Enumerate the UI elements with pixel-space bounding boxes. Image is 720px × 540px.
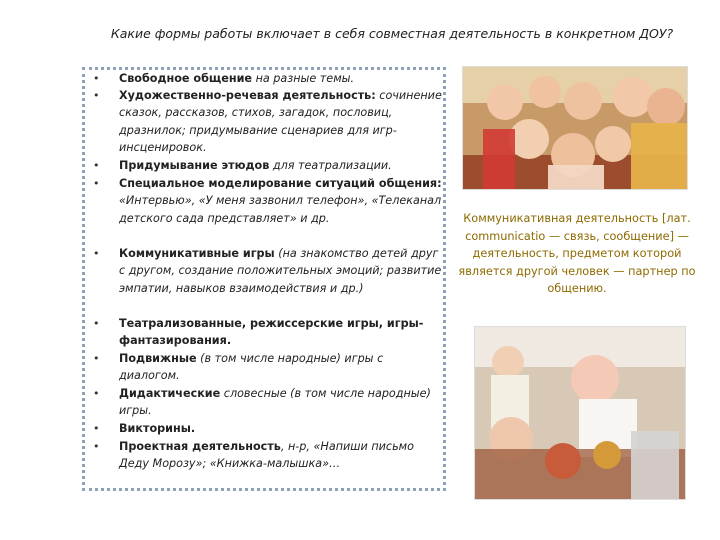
item-bold: Подвижные [119, 352, 197, 365]
item-bold: Коммуникативные игры [119, 247, 275, 260]
bullet: • [93, 72, 100, 85]
bullet: • [93, 89, 100, 102]
item-bold: Свободное общение [119, 72, 253, 85]
item-bold: Дидактические [119, 387, 221, 400]
bullet: • [93, 422, 100, 435]
bullet: • [93, 177, 100, 190]
list-item-text [119, 385, 444, 420]
slide-title: Какие формы работы включает в себя совместная деятельность в конкретном ДОУ? [110, 26, 674, 41]
children-playing-photo [474, 326, 686, 500]
list-item-text [119, 70, 444, 87]
item-rest: «Интервью», «У меня зазвонил телефон», «Телеканал детского сада представляет» и др. [119, 194, 442, 225]
list-item-text [119, 420, 444, 437]
list-item-text [119, 175, 444, 227]
children-group-photo [462, 66, 688, 190]
bullet: • [93, 387, 100, 400]
item-rest: (в том числе народные) игры с диалогом. [119, 352, 384, 383]
list-item-text [119, 315, 444, 350]
item-bold: Театрализованные, режиссерские игры, игры-фантазирования. [119, 317, 424, 348]
list-item-text [119, 157, 444, 174]
item-bold: Проектная деятельность [119, 440, 281, 453]
activity-list-box [82, 67, 446, 491]
item-rest: , н-р, «Напиши письмо Деду Морозу»; «Книжка-малышка»… [119, 440, 414, 471]
bullet: • [93, 247, 100, 260]
item-bold: Художественно-речевая деятельность: [119, 89, 376, 102]
item-rest: на разные темы. [252, 72, 355, 85]
item-bold: Викторины. [119, 422, 196, 435]
item-bold: Специальное моделирование ситуаций общения: [119, 177, 442, 190]
bullet: • [93, 159, 100, 172]
list-item-text [119, 87, 444, 156]
definition-text: Коммуникативная деятельность [лат. communicatio — связь, сообщение] — деятельность, предметом которой является другой человек — партнер по общению. [458, 212, 696, 296]
bullet: • [93, 352, 100, 365]
item-rest: сочинение сказок, рассказов, стихов, загадок, пословиц, дразнилок; придумывание сценариев для игр-инсценировок. [119, 89, 442, 154]
children-group-photo-graphic [463, 67, 687, 189]
item-rest: (на знакомство детей друг с другом, создание положительных эмоций; развитие эмпатии, навыков взаимодействия и др.) [119, 247, 442, 295]
list-item-text [119, 438, 444, 473]
item-rest: для театрализации. [269, 159, 392, 172]
list-item-text [119, 245, 444, 297]
bullet: • [93, 317, 100, 330]
bullet: • [93, 440, 100, 453]
item-bold: Придумывание этюдов [119, 159, 270, 172]
item-rest: словесные (в том числе народные) игры. [119, 387, 431, 418]
children-playing-photo-graphic [475, 327, 685, 499]
list-item-text [119, 350, 444, 385]
